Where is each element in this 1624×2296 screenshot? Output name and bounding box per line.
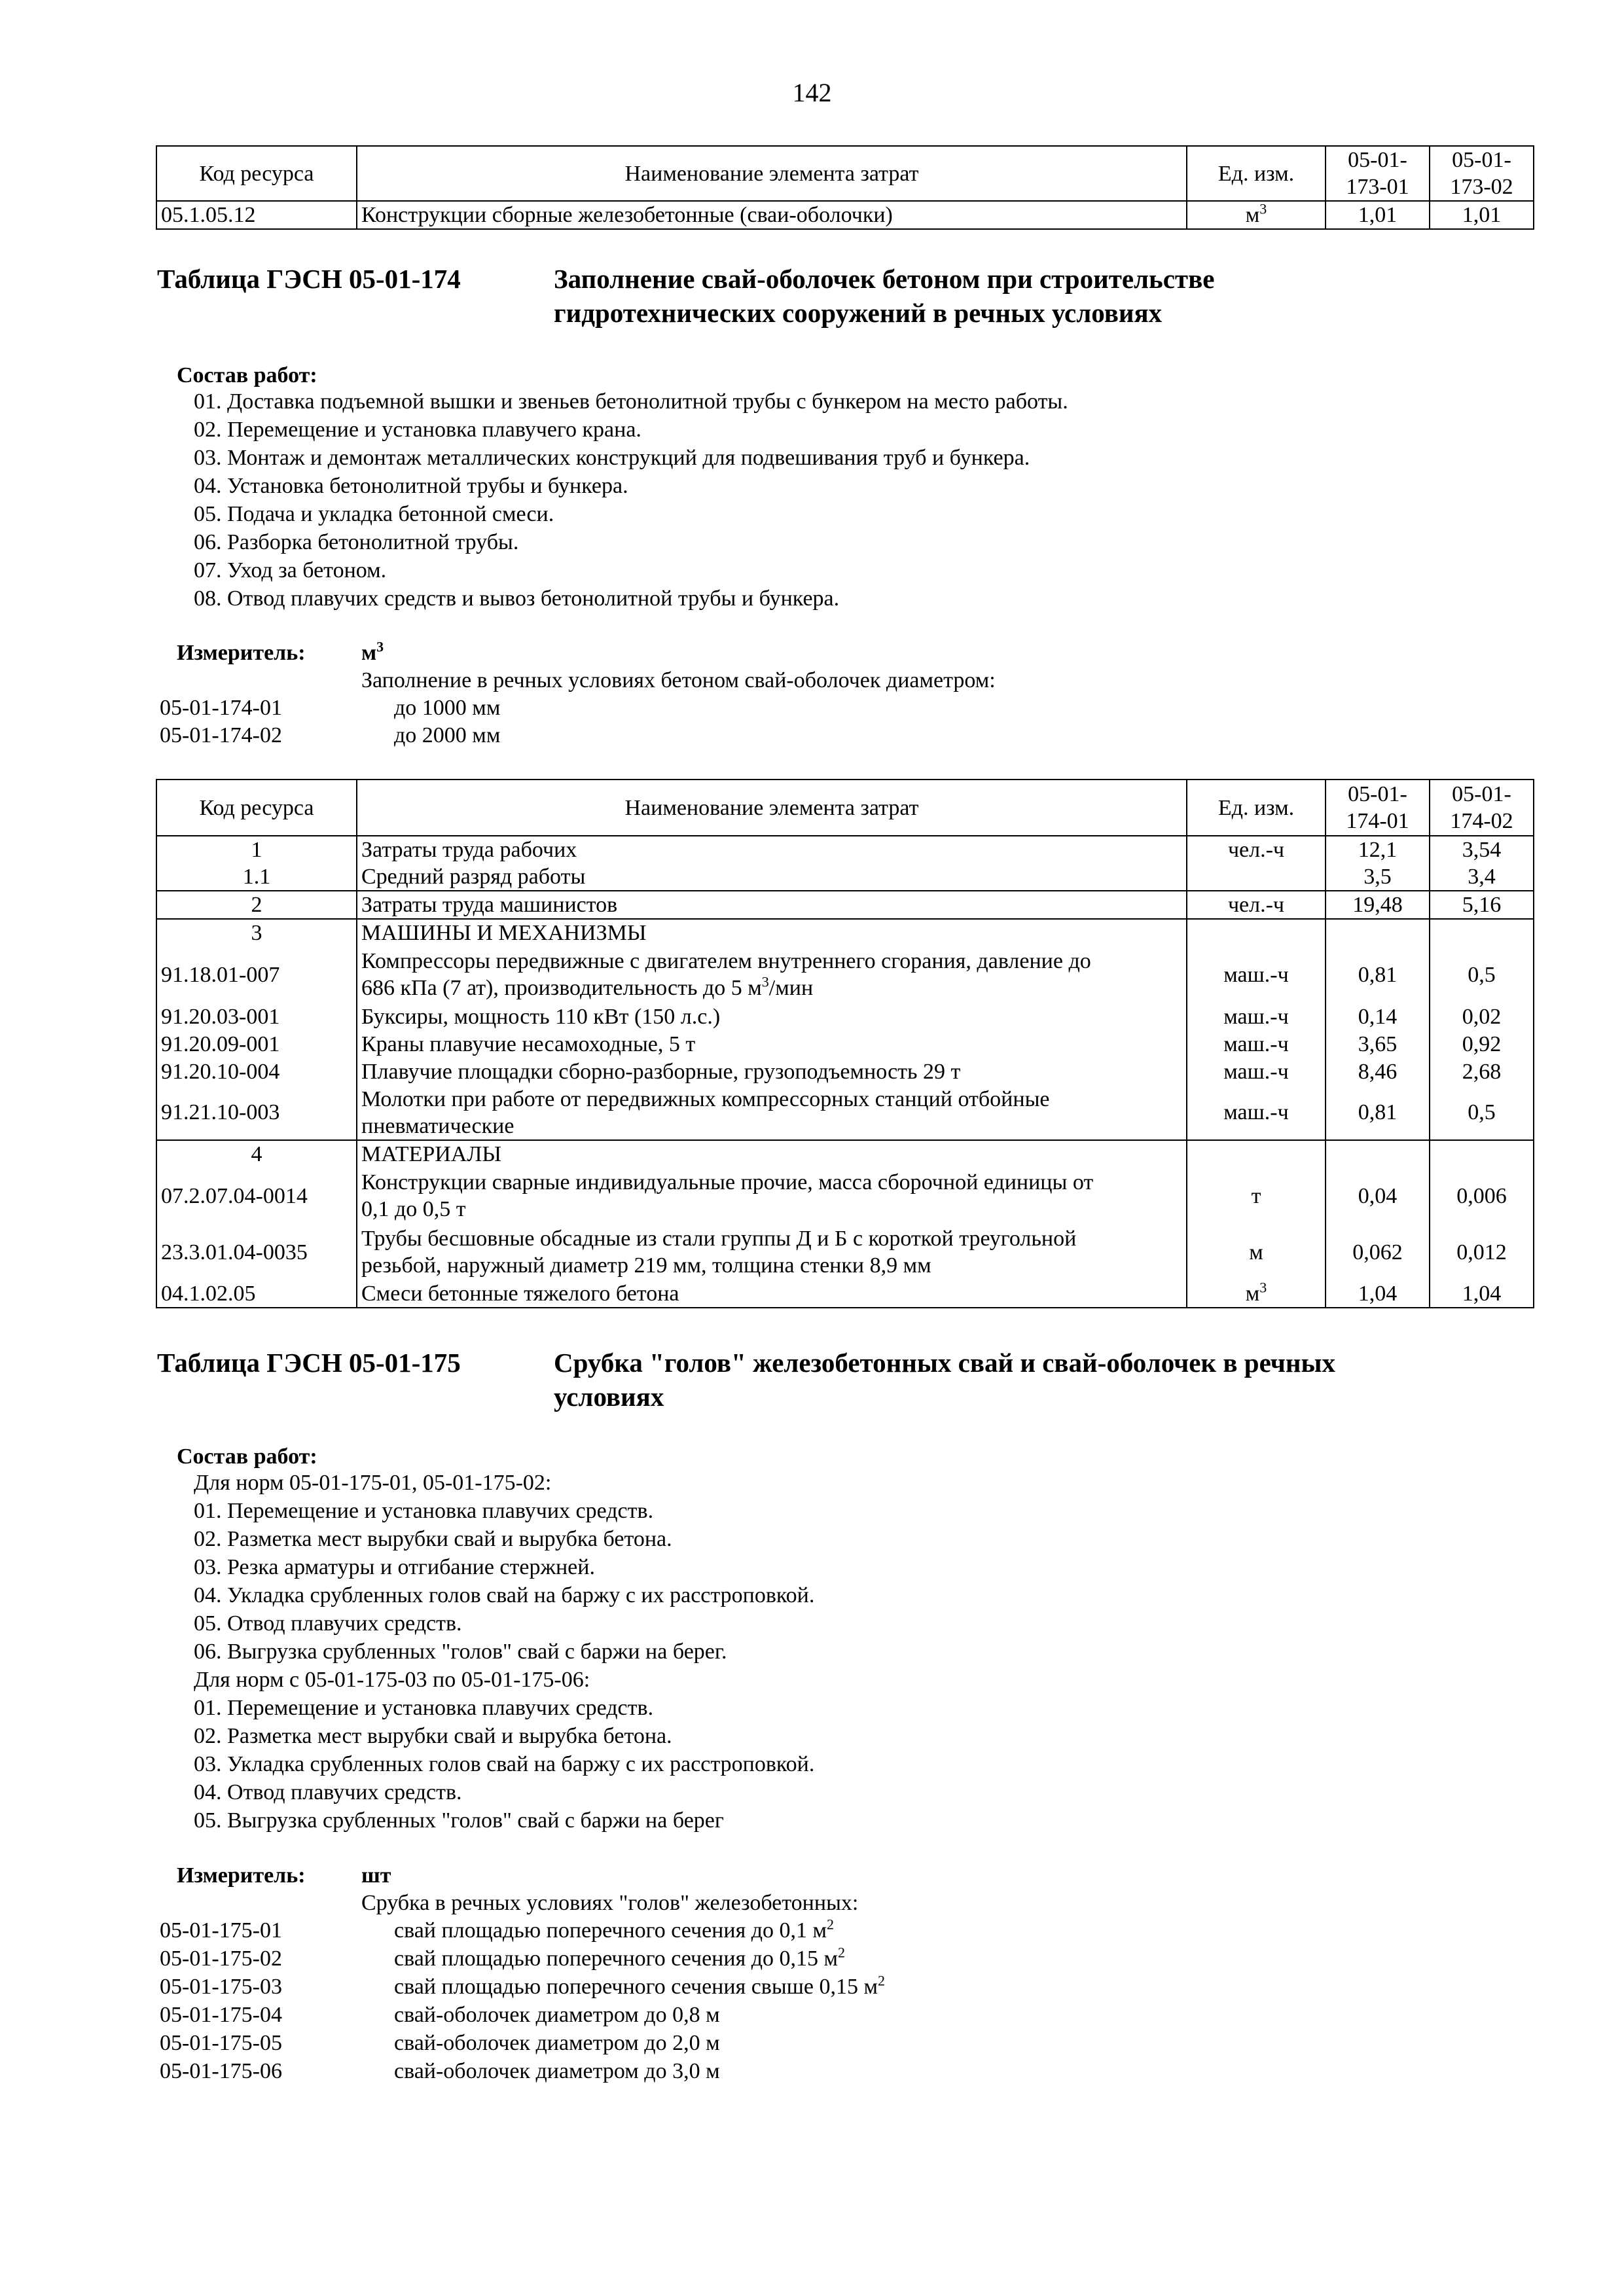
norm-text: до 1000 мм (394, 696, 501, 720)
norm-value-2: 0,02 (1430, 1003, 1534, 1030)
work-item: 05. Отвод плавучих средств. (194, 1611, 462, 1636)
norm-value-2: 0,5 (1430, 1085, 1534, 1140)
group-code: 4 (156, 1140, 357, 1168)
table-row (156, 1085, 1534, 1140)
resource-unit: м (1187, 1224, 1326, 1280)
work-item: 04. Отвод плавучих средств. (194, 1780, 462, 1804)
list-item (160, 2029, 1011, 2057)
resource-name: Молотки при работе от передвижных компрессорных станций отбойные пневматические (357, 1085, 1187, 1140)
work-item: 05. Выгрузка срубленных "голов" свай с баржи на берег (194, 1808, 724, 1833)
resource-code: 2 (156, 891, 357, 919)
resource-unit: маш.-ч (1187, 1030, 1326, 1058)
norm-value-2: 5,16 (1430, 891, 1534, 919)
col-header-name: Наименование элемента затрат (357, 146, 1187, 201)
norm-code: 05-01-175-03 (160, 1975, 282, 1999)
norm-value-1: 3,5 (1326, 863, 1430, 891)
resource-name: Средний разряд работы (357, 863, 1187, 891)
work-item: 02. Разметка мест вырубки свай и вырубка бетона. (194, 1527, 672, 1551)
norm-code: 05-01-175-05 (160, 2031, 282, 2055)
norm-value-1: 19,48 (1326, 891, 1430, 919)
norm-text: свай площадью поперечного сечения свыше 0,15 $м^2$ (394, 1972, 885, 1999)
work-item: 07. Уход за бетоном. (194, 558, 387, 583)
table-row (156, 1003, 1534, 1030)
resource-code: 91.20.09-001 (156, 1030, 357, 1058)
section-175-title-line-2: условиях (554, 1382, 664, 1412)
norm-value-1: 0,81 (1326, 1085, 1430, 1140)
work-composition-label: Состав работ: (177, 1444, 317, 1469)
resource-code: 91.20.03-001 (156, 1003, 357, 1030)
work-item: Для норм с 05-01-175-03 по 05-01-175-06: (194, 1668, 590, 1692)
table-row (156, 1058, 1534, 1085)
resource-unit: маш.-ч (1187, 1003, 1326, 1030)
resource-name: Конструкции сборные железобетонные (сваи-оболочки) (357, 201, 1187, 229)
meter-description: Срубка в речных условиях "голов" железобетонных: (361, 1891, 859, 1915)
work-item: 06. Разборка бетонолитной трубы. (194, 530, 519, 554)
group-name: МАШИНЫ И МЕХАНИЗМЫ (357, 919, 1187, 946)
norm-text: свай площадью поперечного сечения до 0,1 $м^2$ (394, 1916, 835, 1943)
resource-unit: т (1187, 1168, 1326, 1224)
col-header-norm-1: 05-01- 173-01 (1326, 146, 1430, 201)
resource-unit (1187, 863, 1326, 891)
norm-value-2: 3,54 (1430, 836, 1534, 863)
resource-unit: $м^3$ (1187, 1280, 1326, 1308)
section-174-title-line-1: Заполнение свай-оболочек бетоном при строительстве (554, 264, 1215, 294)
norm-code: 05-01-174-01 (160, 696, 282, 720)
resource-name: Краны плавучие несамоходные, 5 т (357, 1030, 1187, 1058)
norm-value-1: 0,062 (1326, 1224, 1430, 1280)
resource-name: Плавучие площадки сборно-разборные, грузоподъемность 29 т (357, 1058, 1187, 1085)
work-item: 08. Отвод плавучих средств и вывоз бетонолитной трубы и бункера. (194, 586, 840, 611)
meter-unit: шт (361, 1863, 391, 1888)
work-item: 01. Доставка подъемной вышки и звеньев бетонолитной трубы с бункером на место работы. (194, 389, 1068, 414)
group-code: 3 (156, 919, 357, 946)
resource-name: Смеси бетонные тяжелого бетона (357, 1280, 1187, 1308)
list-item (160, 2001, 1011, 2029)
resource-code: 04.1.02.05 (156, 1280, 357, 1308)
norm-value-2: 0,92 (1430, 1030, 1534, 1058)
work-item: 04. Установка бетонолитной трубы и бункера. (194, 474, 628, 498)
table-row (156, 919, 1534, 946)
table-row (156, 1168, 1534, 1224)
group-name: МАТЕРИАЛЫ (357, 1140, 1187, 1168)
norm-value-2: 1,01 (1430, 201, 1534, 229)
page-number: 142 (792, 78, 832, 107)
resource-unit: $м^3$ (1187, 201, 1326, 229)
list-item (160, 1916, 1011, 1945)
resource-name: Буксиры, мощность 110 кВт (150 л.с.) (357, 1003, 1187, 1030)
col-header-norm-2: 05-01- 174-02 (1430, 780, 1534, 836)
norm-value-1: 8,46 (1326, 1058, 1430, 1085)
work-item: Для норм 05-01-175-01, 05-01-175-02: (194, 1471, 552, 1495)
work-list-174 (194, 387, 1068, 613)
list-item (160, 1945, 1011, 1973)
meter-description: Заполнение в речных условиях бетоном свай-оболочек диаметром: (361, 668, 996, 692)
work-item: 02. Разметка мест вырубки свай и вырубка бетона. (194, 1724, 672, 1748)
norm-text: свай площадью поперечного сечения до 0,15 $м^2$ (394, 1944, 846, 1971)
table-row (156, 946, 1534, 1003)
norm-value-1: 12,1 (1326, 836, 1430, 863)
table-173-continuation (156, 145, 1534, 230)
list-item (160, 1973, 1011, 2001)
norm-code: 05-01-175-06 (160, 2059, 282, 2083)
norm-value-2: 1,04 (1430, 1280, 1534, 1308)
norm-text: до 2000 мм (394, 723, 501, 747)
table-row (156, 201, 1534, 229)
col-header-unit: Ед. изм. (1187, 146, 1326, 201)
table-row (156, 836, 1534, 863)
resource-code: 1 (156, 836, 357, 863)
norm-value-1: 1,04 (1326, 1280, 1430, 1308)
norm-value-1: 0,14 (1326, 1003, 1430, 1030)
work-item: 05. Подача и укладка бетонной смеси. (194, 502, 554, 526)
col-header-norm-2: 05-01- 173-02 (1430, 146, 1534, 201)
col-header-name: Наименование элемента затрат (357, 780, 1187, 836)
resource-unit: чел.-ч (1187, 836, 1326, 863)
work-item: 01. Перемещение и установка плавучих средств. (194, 1499, 654, 1523)
table-row (156, 1030, 1534, 1058)
norm-value-1: 1,01 (1326, 201, 1430, 229)
work-composition-label: Состав работ: (177, 363, 317, 387)
norm-list-175 (160, 1916, 1011, 2085)
norm-value-1: 0,04 (1326, 1168, 1430, 1224)
work-item: 02. Перемещение и установка плавучего крана. (194, 418, 641, 442)
norm-value-2: 2,68 (1430, 1058, 1534, 1085)
resource-code: 05.1.05.12 (156, 201, 357, 229)
norm-code: 05-01-175-04 (160, 2003, 282, 2027)
meter-unit: $м^3$ (361, 638, 384, 665)
resource-name: Компрессоры передвижные с двигателем внутреннего сгорания, давление до 686 кПа (7 ат), производительность до 5 $м^3$/мин (357, 946, 1187, 1003)
resource-name: Трубы бесшовные обсадные из стали группы Д и Б с короткой треугольной резьбой, наружный диаметр 219 мм, толщина стенки 8,9 мм (357, 1224, 1187, 1280)
col-header-norm-1: 05-01- 174-01 (1326, 780, 1430, 836)
norm-value-2: 0,012 (1430, 1224, 1534, 1280)
resource-code: 91.21.10-003 (156, 1085, 357, 1140)
resource-code: 07.2.07.04-0014 (156, 1168, 357, 1224)
resource-code: 1.1 (156, 863, 357, 891)
col-header-unit: Ед. изм. (1187, 780, 1326, 836)
norm-value-2: 3,4 (1430, 863, 1534, 891)
norm-text: свай-оболочек диаметром до 2,0 м (394, 2031, 720, 2055)
norm-code: 05-01-174-02 (160, 723, 282, 747)
norm-text: свай-оболочек диаметром до 0,8 м (394, 2003, 720, 2027)
resource-unit: маш.-ч (1187, 946, 1326, 1003)
resource-code: 23.3.01.04-0035 (156, 1224, 357, 1280)
norm-value-2: 0,5 (1430, 946, 1534, 1003)
table-row (156, 863, 1534, 891)
norm-code: 05-01-175-01 (160, 1918, 282, 1943)
work-list-175 (194, 1469, 814, 1835)
section-174-title-line-2: гидротехнических сооружений в речных условиях (554, 298, 1163, 328)
table-row (156, 1140, 1534, 1168)
work-item: 03. Монтаж и демонтаж металлических конструкций для подвешивания труб и бункера. (194, 446, 1030, 470)
norm-code: 05-01-175-02 (160, 1946, 282, 1971)
section-174-code: Таблица ГЭСН 05-01-174 (157, 264, 461, 294)
resource-name: Конструкции сварные индивидуальные прочие, масса сборочной единицы от 0,1 до 0,5 т (357, 1168, 1187, 1224)
table-row (156, 1224, 1534, 1280)
section-175-title-line-1: Срубка "голов" железобетонных свай и свай-оболочек в речных (554, 1348, 1336, 1378)
resource-name: Затраты труда рабочих (357, 836, 1187, 863)
list-item (160, 2057, 1011, 2085)
norm-text: свай-оболочек диаметром до 3,0 м (394, 2059, 720, 2083)
resource-code: 91.18.01-007 (156, 946, 357, 1003)
resource-unit: маш.-ч (1187, 1085, 1326, 1140)
resource-name: Затраты труда машинистов (357, 891, 1187, 919)
resource-unit: маш.-ч (1187, 1058, 1326, 1085)
meter-label: Измеритель: (177, 641, 306, 665)
meter-label: Измеритель: (177, 1863, 306, 1888)
section-175-code: Таблица ГЭСН 05-01-175 (157, 1348, 461, 1378)
table-row (156, 891, 1534, 919)
norm-value-1: 0,81 (1326, 946, 1430, 1003)
resource-unit: чел.-ч (1187, 891, 1326, 919)
table-174 (156, 779, 1534, 1308)
norm-value-2: 0,006 (1430, 1168, 1534, 1224)
work-item: 03. Резка арматуры и отгибание стержней. (194, 1555, 595, 1579)
col-header-code: Код ресурса (156, 146, 357, 201)
work-item: 03. Укладка срубленных голов свай на баржу с их расстроповкой. (194, 1752, 815, 1776)
resource-code: 91.20.10-004 (156, 1058, 357, 1085)
work-item: 04. Укладка срубленных голов свай на баржу с их расстроповкой. (194, 1583, 815, 1607)
col-header-code: Код ресурса (156, 780, 357, 836)
work-item: 06. Выгрузка срубленных "голов" свай с баржи на берег. (194, 1640, 727, 1664)
table-row (156, 1280, 1534, 1308)
norm-value-1: 3,65 (1326, 1030, 1430, 1058)
work-item: 01. Перемещение и установка плавучих средств. (194, 1696, 654, 1720)
